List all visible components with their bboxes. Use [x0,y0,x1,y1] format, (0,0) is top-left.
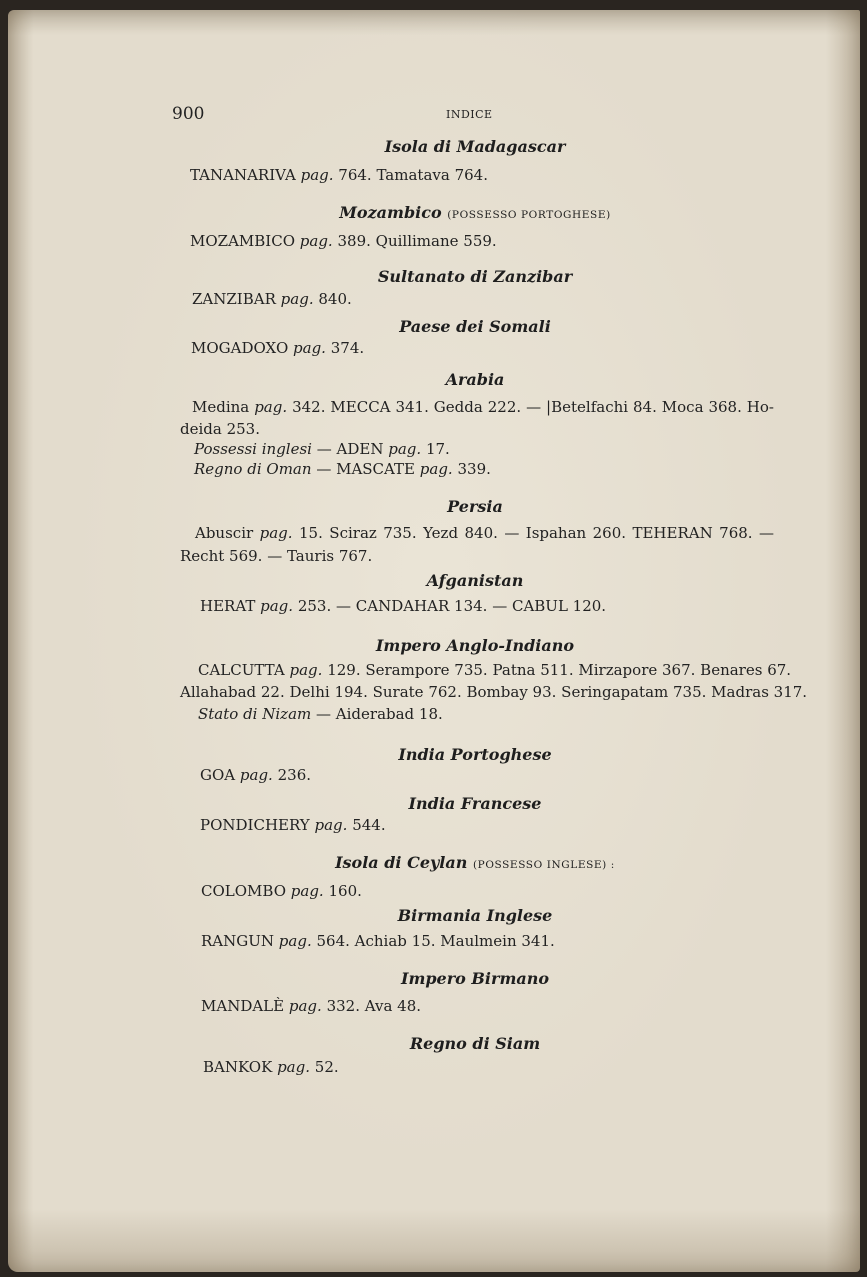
entry-arabia-possessi: Possessi inglesi — ADEN pag. 17. [194,440,450,458]
heading-somali: Paese dei Somali [399,317,551,336]
entry-afganistan: HERAT pag. 253. — CANDAHAR 134. — CABUL 120. [200,597,607,615]
page-number: 900 [172,104,205,124]
heading-afganistan: Afganistan [426,571,524,590]
entry-bankok: BANKOK pag. 52. [203,1058,339,1076]
entry-anglo-line2: Allahabad 22. Delhi 194. Surate 762. Bombay 93. Seringapatam 735. Madras 317. [180,683,808,701]
heading-regno-siam: Regno di Siam [409,1034,541,1053]
entry-colombo: COLOMBO pag. 160. [201,882,362,900]
entry-madagascar: TANANARIVA pag. 764. Tamatava 764. [190,166,488,184]
heading-impero-birmano: Impero Birmano [400,969,550,988]
heading-persia: Persia [447,497,503,516]
heading-mozambico: Mozambico (POSSESSO PORTOGHESE) [339,203,611,222]
entry-mozambico: MOZAMBICO pag. 389. Quillimane 559. [190,232,497,250]
running-title: INDICE [446,108,493,121]
heading-madagascar: Isola di Madagascar [384,137,566,156]
heading-zanzibar: Sultanato di Zanzibar [377,267,573,286]
entry-mandale: MANDALÈ pag. 332. Ava 48. [201,997,422,1015]
heading-arabia: Arabia [445,370,505,389]
heading-india-francese: India Francese [408,794,542,813]
heading-anglo-indiano: Impero Anglo-Indiano [375,636,575,655]
entry-pondichery: PONDICHERY pag. 544. [200,816,386,834]
entry-zanzibar: ZANZIBAR pag. 840. [192,290,352,308]
entry-somali: MOGADOXO pag. 374. [191,339,365,357]
entry-persia-line2: Recht 569. — Tauris 767. [180,547,373,565]
entry-anglo-nizam: Stato di Nizam — Aiderabad 18. [198,705,443,723]
entry-anglo-line1: CALCUTTA pag. 129. Serampore 735. Patna 511. Mirzapore 367. Benares 67. [198,661,792,679]
entry-goa: GOA pag. 236. [200,766,312,784]
entry-arabia-line1: Medina pag. 342. MECCA 341. Gedda 222. — |Betelfachi 84. Moca 368. Ho- [192,398,774,416]
heading-ceylan: Isola di Ceylan (POSSESSO INGLESE) : [335,853,615,872]
heading-birmania-inglese: Birmania Inglese [397,906,553,925]
entry-rangun: RANGUN pag. 564. Achiab 15. Maulmein 341. [201,932,555,950]
entry-persia-line1: Abuscir pag. 15. Sciraz 735. Yezd 840. — Ispahan 260. TEHERAN 768. — [195,524,774,542]
heading-india-portoghese: India Portoghese [398,745,552,764]
entry-arabia-line2: deida 253. [180,420,260,438]
entry-arabia-oman: Regno di Oman — MASCATE pag. 339. [194,460,491,478]
